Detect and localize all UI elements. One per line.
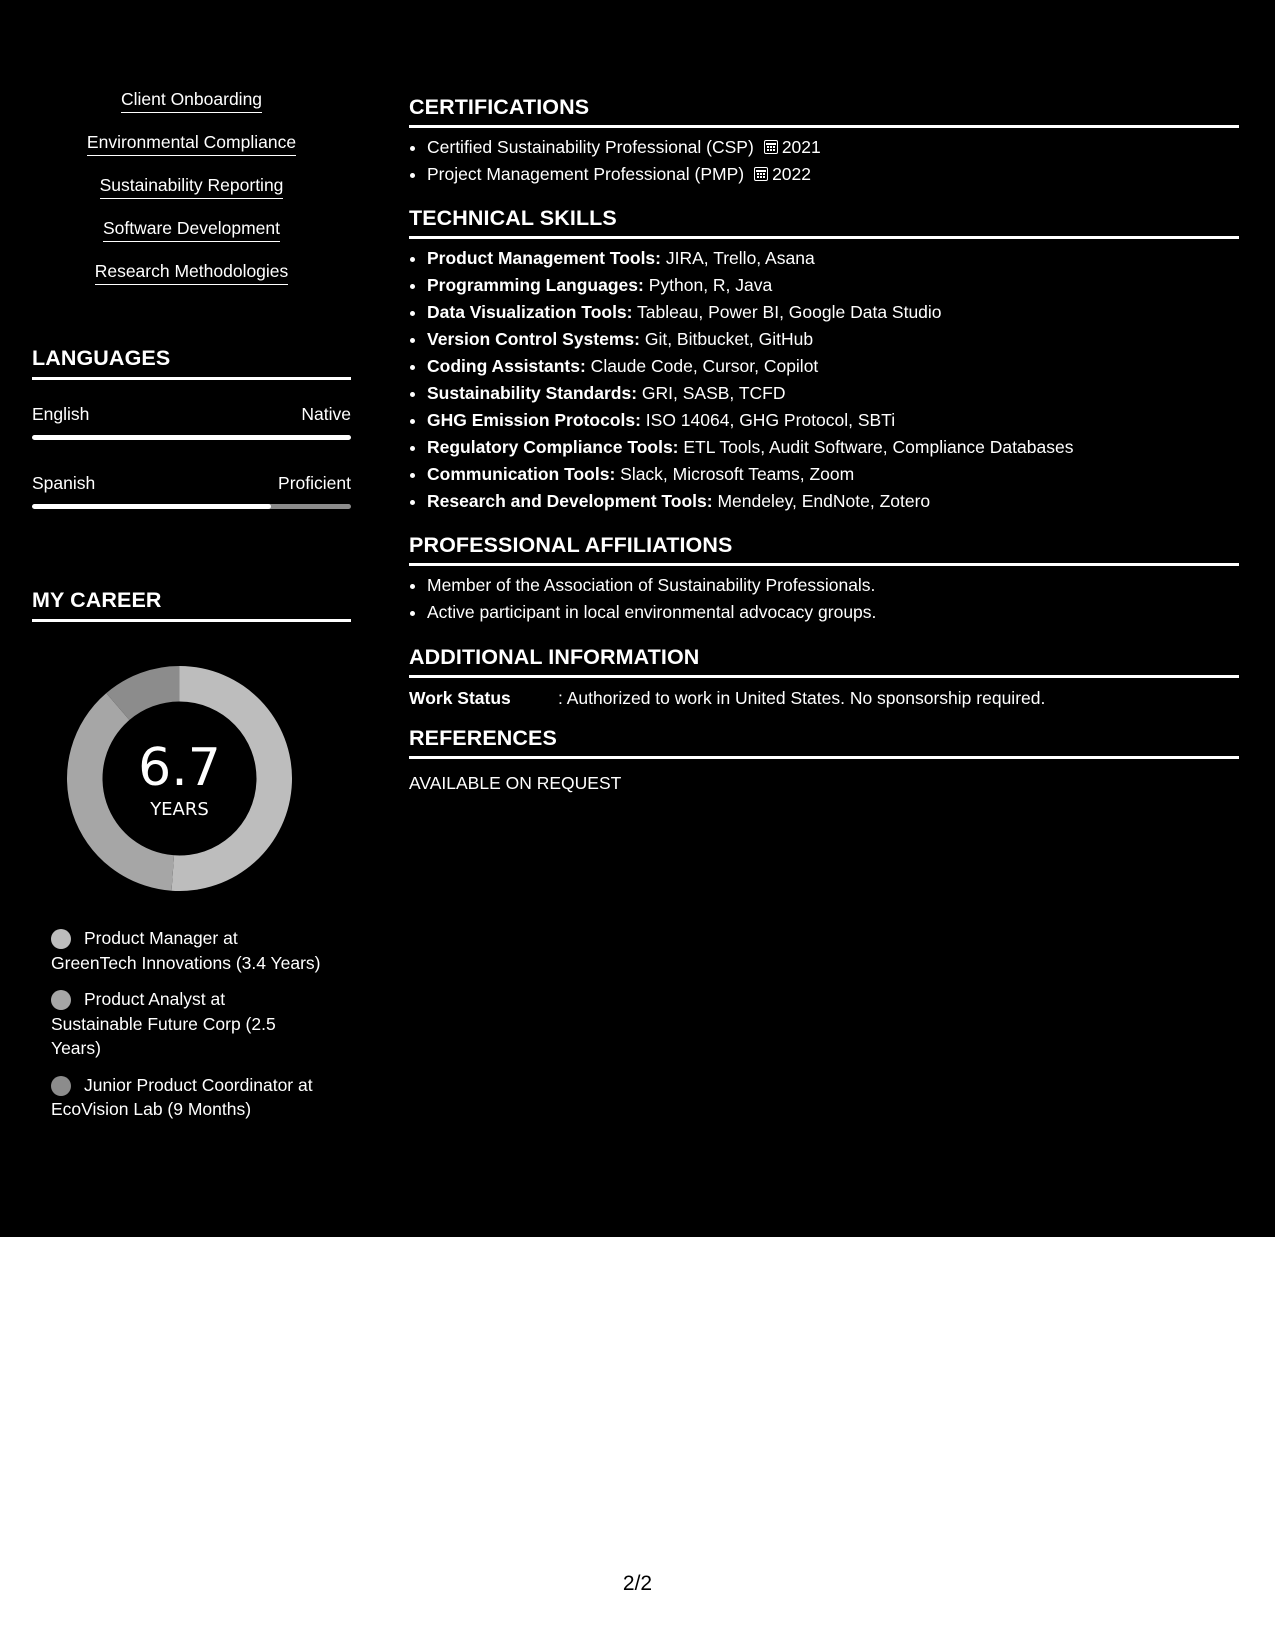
skill-tag: Environmental Compliance xyxy=(87,131,296,156)
language-proficiency-bar xyxy=(32,504,351,509)
technical-skills-heading: TECHNICAL SKILLS xyxy=(409,206,1239,239)
skill-tag: Software Development xyxy=(103,217,280,242)
skill-values: JIRA, Trello, Asana xyxy=(661,248,815,268)
skill-values: Claude Code, Cursor, Copilot xyxy=(585,356,819,376)
skill-values: ETL Tools, Audit Software, Compliance Databases xyxy=(678,437,1074,457)
references-text: AVAILABLE ON REQUEST xyxy=(409,773,622,793)
skill-category: Programming Languages: xyxy=(427,275,644,295)
skill-category: Regulatory Compliance Tools: xyxy=(427,437,679,457)
skill-tags xyxy=(32,88,351,303)
skill-values: Tableau, Power BI, Google Data Studio xyxy=(632,302,942,322)
calendar-icon xyxy=(764,140,778,154)
affiliations-list xyxy=(409,572,1237,626)
certification-year: 2021 xyxy=(781,137,821,157)
skill-values: Python, R, Java xyxy=(643,275,773,295)
certifications-list xyxy=(409,134,1237,188)
language-level: Native xyxy=(301,404,351,424)
affiliation-item: • Active participant in local environmental advocacy groups. xyxy=(427,599,1237,626)
technical-skill-item xyxy=(427,353,1237,380)
career-legend-label: Product Analyst at Sustainable Future Corp (2.5 Years) xyxy=(51,989,276,1058)
language-proficiency-bar xyxy=(32,435,351,440)
skill-values: Slack, Microsoft Teams, Zoom xyxy=(615,464,855,484)
technical-skill-item xyxy=(427,407,1237,434)
skill-tag: Research Methodologies xyxy=(95,260,289,285)
skill-tag: Client Onboarding xyxy=(121,88,262,113)
technical-skill-item xyxy=(427,272,1237,299)
technical-skill-item xyxy=(427,461,1237,488)
skill-category: Research and Development Tools: xyxy=(427,491,713,511)
affiliations-heading: PROFESSIONAL AFFILIATIONS xyxy=(409,533,1239,566)
skill-category: Communication Tools: xyxy=(427,464,616,484)
skill-values: GRI, SASB, TCFD xyxy=(637,383,786,403)
page-number: 2/2 xyxy=(622,1572,653,1595)
language-name: Spanish xyxy=(32,473,96,493)
skill-category: Data Visualization Tools: xyxy=(427,302,633,322)
career-donut-chart xyxy=(67,666,292,891)
skill-values: ISO 14064, GHG Protocol, SBTi xyxy=(640,410,896,430)
work-status-label: Work Status xyxy=(409,688,511,708)
language-proficiency-fill xyxy=(32,504,271,509)
technical-skill-item xyxy=(427,488,1237,515)
career-legend xyxy=(51,926,321,1134)
technical-skill-item xyxy=(427,326,1237,353)
calendar-icon xyxy=(754,167,768,181)
additional-info-heading: ADDITIONAL INFORMATION xyxy=(409,645,1239,678)
skill-tag: Sustainability Reporting xyxy=(100,174,284,199)
legend-dot-icon xyxy=(51,990,71,1010)
skill-category: Version Control Systems: xyxy=(427,329,640,349)
language-proficiency-fill xyxy=(32,435,351,440)
career-legend-item xyxy=(51,1073,321,1122)
technical-skills-list xyxy=(409,245,1237,515)
certification-name: Certified Sustainability Professional (CSP) xyxy=(427,137,754,157)
career-total-unit: YEARS xyxy=(150,799,209,820)
career-legend-label: Junior Product Coordinator at EcoVision Lab (9 Months) xyxy=(51,1074,313,1119)
career-legend-item xyxy=(51,987,321,1061)
certification-item xyxy=(427,161,1237,188)
affiliation-item: • Member of the Association of Sustainability Professionals. xyxy=(427,572,1237,599)
career-legend-item xyxy=(51,926,321,975)
skill-category: Coding Assistants: xyxy=(427,356,586,376)
skill-category: Product Management Tools: xyxy=(427,248,661,268)
certification-year: 2022 xyxy=(772,164,812,184)
certification-item xyxy=(427,134,1237,161)
legend-dot-icon xyxy=(51,929,71,949)
technical-skill-item xyxy=(427,434,1237,461)
technical-skill-item xyxy=(427,299,1237,326)
work-status-value: : Authorized to work in United States. No sponsorship required. xyxy=(558,688,1046,708)
legend-dot-icon xyxy=(51,1076,71,1096)
technical-skill-item xyxy=(427,245,1237,272)
language-name: English xyxy=(32,404,90,424)
language-level: Proficient xyxy=(278,473,351,493)
skill-values: Git, Bitbucket, GitHub xyxy=(639,329,814,349)
skill-values: Mendeley, EndNote, Zotero xyxy=(712,491,931,511)
career-heading: MY CAREER xyxy=(32,588,351,622)
languages-heading: LANGUAGES xyxy=(32,346,351,380)
skill-category: Sustainability Standards: xyxy=(427,383,638,403)
certifications-heading: CERTIFICATIONS xyxy=(409,95,1239,128)
references-heading: REFERENCES xyxy=(409,726,1239,759)
certification-name: Project Management Professional (PMP) xyxy=(427,164,745,184)
technical-skill-item xyxy=(427,380,1237,407)
career-legend-label: Product Manager at GreenTech Innovations (3.4 Years) xyxy=(51,928,321,973)
career-total-value: 6.7 xyxy=(138,738,221,798)
skill-category: GHG Emission Protocols: xyxy=(427,410,641,430)
